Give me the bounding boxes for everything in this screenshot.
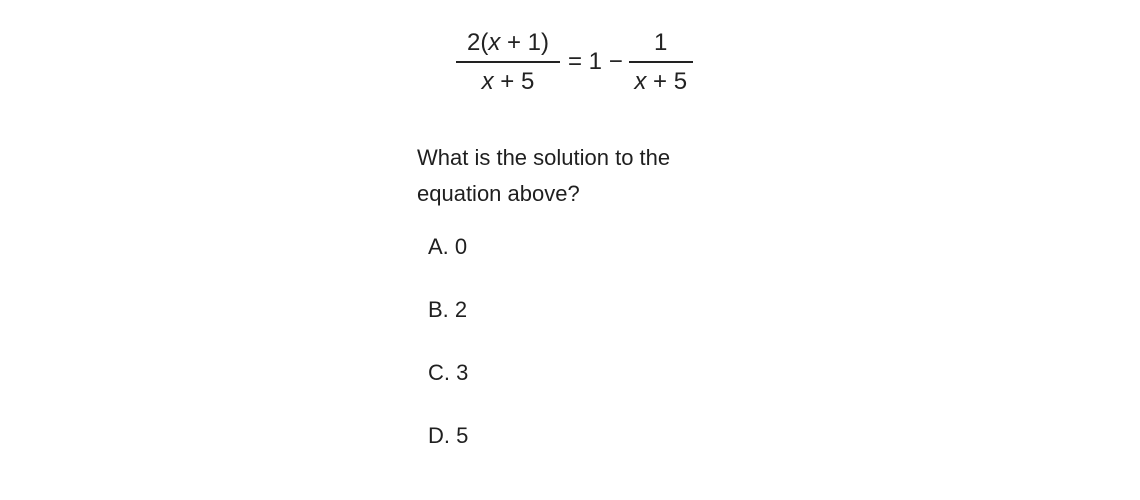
- lhs-denominator-variable: x: [481, 67, 494, 95]
- equals-one-minus: = 1 −: [568, 48, 623, 75]
- lhs-fraction-bar: [456, 61, 560, 63]
- rhs-fraction-bar: [629, 61, 693, 63]
- lhs-fraction: [456, 28, 560, 97]
- rhs-denominator: [631, 67, 690, 97]
- choice-c[interactable]: C. 3: [428, 360, 469, 385]
- equation: [456, 22, 693, 102]
- lhs-numerator-rest: + 1): [500, 28, 550, 56]
- answer-choices: [428, 232, 468, 484]
- question-line-1: What is the solution to the: [417, 145, 671, 170]
- rhs-fraction: [629, 28, 693, 97]
- lhs-numerator-paren: (: [480, 28, 489, 56]
- question-line-2: equation above?: [417, 181, 580, 206]
- rhs-numerator: 1: [654, 28, 668, 56]
- choice-b[interactable]: B. 2: [428, 297, 468, 322]
- lhs-denominator: [479, 67, 538, 97]
- rhs-denominator-variable: x: [634, 67, 647, 95]
- lhs-numerator-coef: 2: [466, 28, 481, 56]
- choice-a[interactable]: A. 0: [428, 234, 468, 259]
- lhs-numerator: [464, 28, 552, 58]
- choice-d[interactable]: D. 5: [428, 423, 469, 448]
- lhs-numerator-variable: x: [488, 28, 501, 56]
- question-text: [417, 140, 737, 212]
- lhs-denominator-rest: + 5: [493, 67, 535, 95]
- rhs-denominator-rest: + 5: [646, 67, 688, 95]
